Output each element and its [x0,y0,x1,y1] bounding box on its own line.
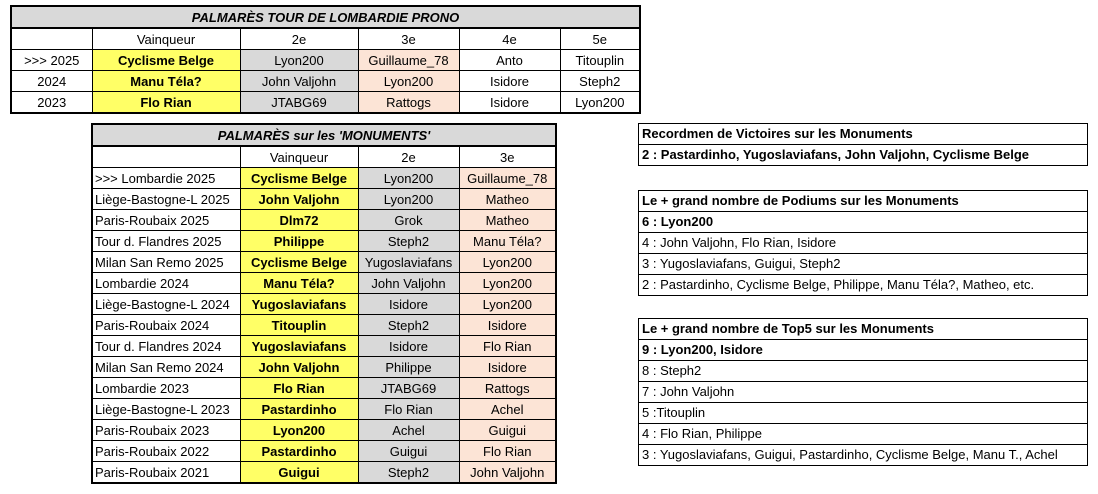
third-cell: Flo Rian [459,441,556,462]
table-row [92,294,556,315]
winner-cell: Dlm72 [240,210,358,231]
third-cell: Lyon200 [459,252,556,273]
third-cell: Rattogs [459,378,556,399]
race-cell: Paris-Roubaix 2021 [92,462,240,484]
third-cell: Rattogs [358,92,459,114]
podiums-line: 6 : Lyon200 [639,212,1087,233]
third-cell: Isidore [459,357,556,378]
winner-cell: Yugoslaviafans [240,336,358,357]
top5-line: 5 :Titouplin [639,403,1087,424]
second-cell: Steph2 [358,315,459,336]
winner-cell: Guigui [240,462,358,484]
third-cell: Matheo [459,210,556,231]
race-cell: Tour d. Flandres 2025 [92,231,240,252]
winner-cell: Cyclisme Belge [92,50,240,71]
third-cell: Guillaume_78 [459,168,556,189]
race-cell: Liège-Bastogne-L 2024 [92,294,240,315]
third-cell: Isidore [459,315,556,336]
third-cell: Lyon200 [358,71,459,92]
table-row [92,210,556,231]
top5-line: 4 : Flo Rian, Philippe [639,424,1087,445]
year-cell: >>> 2025 [11,50,92,71]
header-cell: 5e [560,28,640,50]
second-cell: John Valjohn [358,273,459,294]
fifth-cell: Titouplin [560,50,640,71]
table-row [92,273,556,294]
race-cell: Liège-Bastogne-L 2023 [92,399,240,420]
table-row [92,252,556,273]
header-cell [11,28,92,50]
winner-cell: Pastardinho [240,441,358,462]
table-row [92,441,556,462]
records-title: Recordmen de Victoires sur les Monuments [639,124,1087,145]
header-cell: 2e [358,146,459,168]
header-cell: 2e [240,28,358,50]
top5-line: 8 : Steph2 [639,361,1087,382]
table-row [11,50,640,71]
header-cell: Vainqueur [240,146,358,168]
second-cell: Flo Rian [358,399,459,420]
second-cell: Steph2 [358,462,459,484]
podiums-line: 2 : Pastardinho, Cyclisme Belge, Philippe, Manu Téla?, Matheo, etc. [642,277,1035,292]
table-row [92,357,556,378]
fourth-cell: Anto [459,50,560,71]
winner-cell: Cyclisme Belge [240,168,358,189]
table-row [11,71,640,92]
winner-cell: John Valjohn [240,357,358,378]
winner-cell: Cyclisme Belge [240,252,358,273]
second-cell: Guigui [358,441,459,462]
third-cell: Flo Rian [459,336,556,357]
second-cell: Yugoslaviafans [358,252,459,273]
second-cell: Lyon200 [358,189,459,210]
header-cell: 4e [459,28,560,50]
race-cell: Lombardie 2023 [92,378,240,399]
podiums-line: 3 : Yugoslaviafans, Guigui, Steph2 [639,254,1087,275]
top5-title: Le + grand nombre de Top5 sur les Monuments [639,319,1087,340]
lombardie-table [10,5,641,114]
header-cell: 3e [459,146,556,168]
winner-cell: Manu Téla? [240,273,358,294]
header-cell: Vainqueur [92,28,240,50]
records-line: 2 : Pastardinho, Yugoslaviafans, John Valjohn, Cyclisme Belge [642,147,1029,162]
winner-cell: Flo Rian [92,92,240,114]
winner-cell: Titouplin [240,315,358,336]
race-cell: >>> Lombardie 2025 [92,168,240,189]
monuments-title: PALMARÈS sur les 'MONUMENTS' [92,124,556,146]
records-box [638,123,1088,166]
table-row [92,231,556,252]
second-cell: Isidore [358,336,459,357]
podiums-title: Le + grand nombre de Podiums sur les Monuments [639,191,1087,212]
fifth-cell: Steph2 [560,71,640,92]
second-cell: John Valjohn [240,71,358,92]
top5-box [638,318,1088,466]
second-cell: Lyon200 [358,168,459,189]
race-cell: Paris-Roubaix 2022 [92,441,240,462]
podiums-box [638,190,1088,296]
race-cell: Paris-Roubaix 2023 [92,420,240,441]
second-cell: Achel [358,420,459,441]
race-cell: Paris-Roubaix 2024 [92,315,240,336]
third-cell: John Valjohn [459,462,556,484]
podiums-line: 4 : John Valjohn, Flo Rian, Isidore [639,233,1087,254]
winner-cell: Yugoslaviafans [240,294,358,315]
table-row [92,420,556,441]
top5-line: 3 : Yugoslaviafans, Guigui, Pastardinho, Cyclisme Belge, Manu T., Achel [642,447,1058,462]
header-cell [92,146,240,168]
top5-line: 7 : John Valjohn [639,382,1087,403]
race-cell: Tour d. Flandres 2024 [92,336,240,357]
race-cell: Lombardie 2024 [92,273,240,294]
table-row [92,378,556,399]
table-row [92,336,556,357]
third-cell: Manu Téla? [459,231,556,252]
fourth-cell: Isidore [459,71,560,92]
third-cell: Lyon200 [459,294,556,315]
table-row [92,168,556,189]
third-cell: Lyon200 [459,273,556,294]
second-cell: Isidore [358,294,459,315]
race-cell: Milan San Remo 2024 [92,357,240,378]
table-row [11,92,640,114]
race-cell: Paris-Roubaix 2025 [92,210,240,231]
top5-line: 9 : Lyon200, Isidore [639,340,1087,361]
winner-cell: Lyon200 [240,420,358,441]
table-row [92,399,556,420]
monuments-table [91,123,557,484]
winner-cell: Manu Téla? [92,71,240,92]
race-cell: Liège-Bastogne-L 2025 [92,189,240,210]
third-cell: Guillaume_78 [358,50,459,71]
third-cell: Matheo [459,189,556,210]
lombardie-title: PALMARÈS TOUR DE LOMBARDIE PRONO [11,6,640,28]
table-row [92,462,556,484]
second-cell: Steph2 [358,231,459,252]
fourth-cell: Isidore [459,92,560,114]
year-cell: 2023 [11,92,92,114]
winner-cell: Flo Rian [240,378,358,399]
second-cell: Lyon200 [240,50,358,71]
header-cell: 3e [358,28,459,50]
winner-cell: Pastardinho [240,399,358,420]
third-cell: Guigui [459,420,556,441]
fifth-cell: Lyon200 [560,92,640,114]
second-cell: Grok [358,210,459,231]
race-cell: Milan San Remo 2025 [92,252,240,273]
table-row [92,189,556,210]
second-cell: Philippe [358,357,459,378]
second-cell: JTABG69 [358,378,459,399]
third-cell: Achel [459,399,556,420]
year-cell: 2024 [11,71,92,92]
winner-cell: John Valjohn [240,189,358,210]
table-row [92,315,556,336]
second-cell: JTABG69 [240,92,358,114]
winner-cell: Philippe [240,231,358,252]
